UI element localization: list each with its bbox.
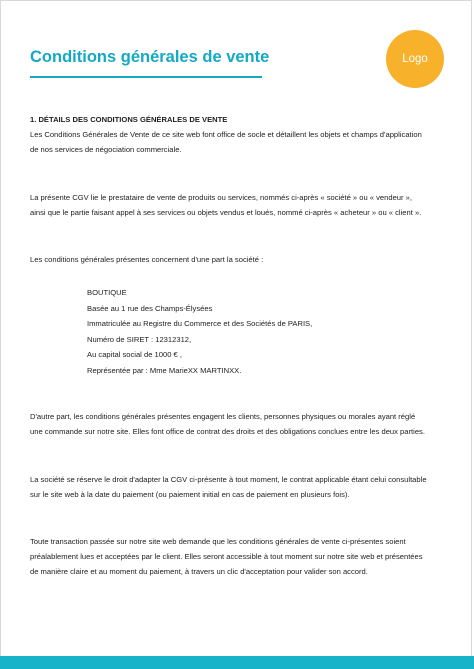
paragraph-line: La présente CGV lie le prestataire de vente de produits ou services, nommés ci-après « société » ou « vendeur », — [30, 193, 413, 202]
paragraph-line: sur le site web à la date du paiement (ou paiement initial en cas de paiement en plusieurs fois). — [30, 490, 350, 499]
paragraph-line: Toute transaction passée sur notre site web demande que les conditions générales de vente ci-présentes soient — [30, 537, 406, 546]
logo-text: Logo — [402, 53, 428, 65]
paragraph-line: Les Conditions Générales de Vente de ce site web font office de socle et détaillent les objets et champs d'application — [30, 130, 422, 139]
paragraph-modifications — [30, 472, 450, 502]
paragraph-line: D'autre part, les conditions générales présentes engagent les clients, personnes physiques ou morales ayant réglé — [30, 412, 416, 421]
title-underline — [30, 76, 262, 78]
company-registry: Immatriculée au Registre du Commerce et des Sociétés de PARIS, — [87, 319, 313, 328]
paragraph-acceptance — [30, 534, 450, 579]
company-representative: Représentée par : Mme MarieXX MARTINXX. — [87, 365, 242, 375]
company-siret: Numéro de SIRET : 12312312, — [87, 334, 192, 344]
logo-placeholder — [386, 30, 444, 88]
paragraph-company-intro — [30, 252, 450, 267]
document-title: Conditions générales de vente — [30, 48, 270, 66]
paragraph-intro — [30, 127, 450, 157]
paragraph-line: Les conditions générales présentes concernent d'une part la société : — [30, 255, 264, 264]
section-heading: 1. DÉTAILS DES CONDITIONS GÉNÉRALES DE VENTE — [30, 115, 228, 124]
paragraph-line: une commande sur notre site. Elles font office de contrat des droits et des obligations conclues entre les deux parties. — [30, 427, 425, 436]
paragraph-line: ainsi que le partie faisant appel à ses services ou objets vendus et loués, nommé ci-après « acheteur » ou « client ». — [30, 208, 422, 217]
footer-bar — [0, 656, 474, 669]
paragraph-line: de nos services de négociation commerciale. — [30, 145, 182, 154]
paragraph-line: de manière claire et au moment du paiement, à travers un clic d'acceptation pour valider son accord. — [30, 567, 368, 576]
company-capital: Au capital social de 1000 € , — [87, 350, 182, 359]
paragraph-line: La société se réserve le droit d'adapter la CGV ci-présente à tout moment, le contrat applicable étant celui consultable — [30, 475, 427, 484]
company-location: Basée au 1 rue des Champs-Élysées — [87, 303, 213, 313]
company-address-block — [87, 285, 312, 378]
paragraph-clients — [30, 409, 450, 439]
paragraph-line: préalablement lues et acceptées par le client. Elles seront accessible à tout moment sur notre site web et présentées — [30, 552, 423, 561]
paragraph-parties — [30, 190, 450, 220]
company-name: BOUTIQUE — [87, 288, 127, 297]
